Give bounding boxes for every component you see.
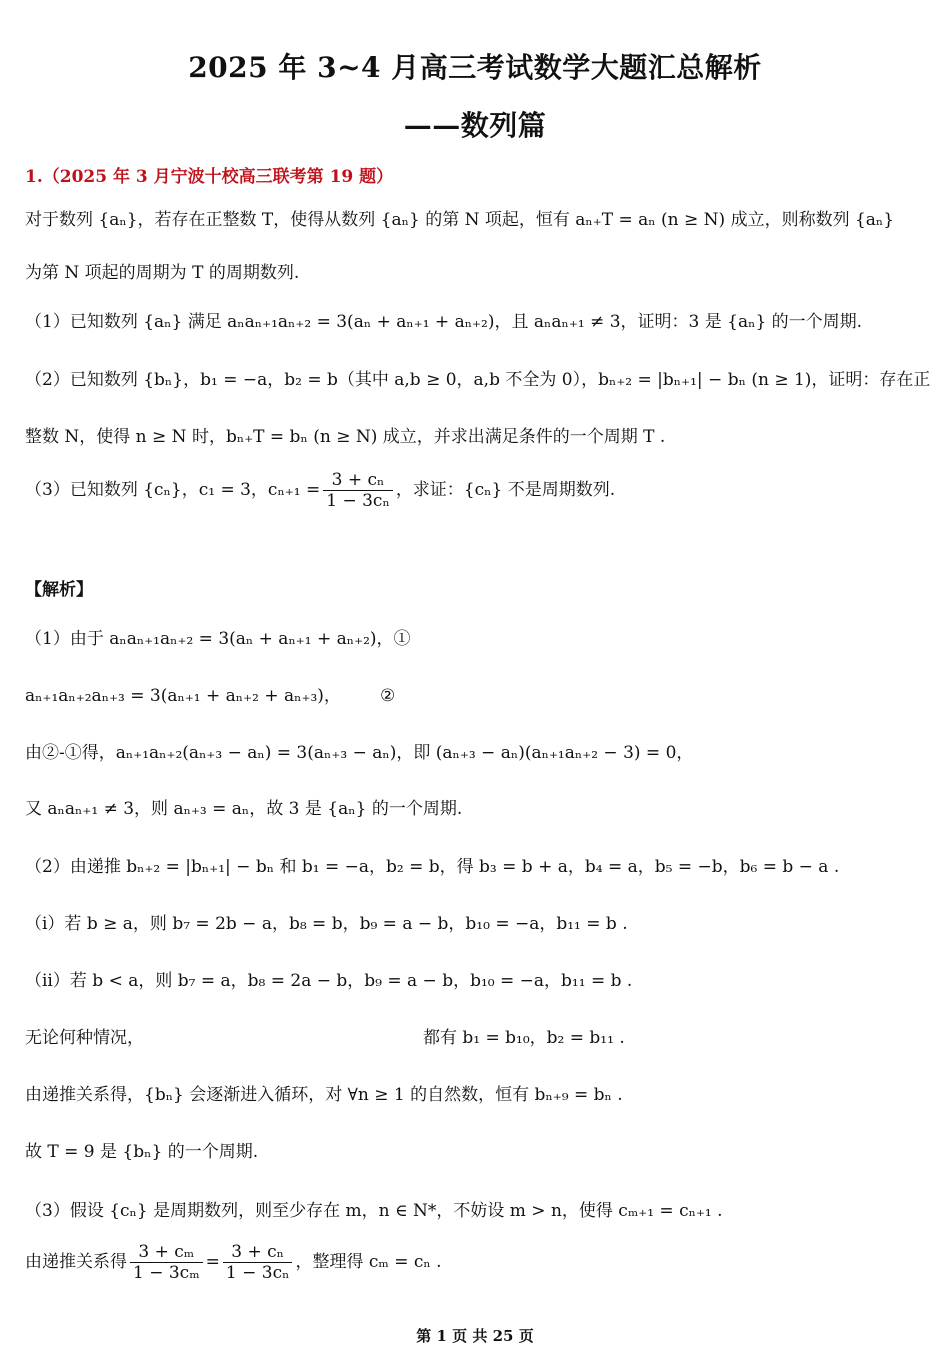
solution-fraction-n xyxy=(223,1242,293,1283)
solution-line-7: （ii）若 b < a，则 b₇ = a，b₈ = 2a − b，b₉ = a − b，b₁₀ = −a，b₁₁ = b . xyxy=(25,971,633,991)
solution-line-3: 由②-①得，aₙ₊₁aₙ₊₂(aₙ₊₃ − aₙ) = 3(aₙ₊₃ − aₙ)，即 (aₙ₊₃ − aₙ)(aₙ₊₁aₙ₊₂ − 3) = 0， xyxy=(25,743,694,763)
problem-part1: （1）已知数列 {aₙ} 满足 aₙaₙ₊₁aₙ₊₂ = 3(aₙ + aₙ₊₁ + aₙ₊₂)，且 aₙaₙ₊₁ ≠ 3，证明：3 是 {aₙ} 的一个周期. xyxy=(25,312,863,332)
page-footer: 第 1 页 共 25 页 xyxy=(416,1327,534,1345)
solution-line-12-prefix: 由递推关系得 xyxy=(25,1252,127,1272)
part3-fraction xyxy=(323,470,393,511)
page-title: 2025 年 3~4 月高三考试数学大题汇总解析 xyxy=(188,51,762,84)
problem-header: 1.（2025 年 3 月宁波十校高三联考第 19 题） xyxy=(25,167,394,187)
solution-line-1: （1）由于 aₙaₙ₊₁aₙ₊₂ = 3(aₙ + aₙ₊₁ + aₙ₊₂)，① xyxy=(25,629,411,649)
part3-prefix: （3）已知数列 {cₙ}，c₁ = 3，cₙ₊₁ = xyxy=(25,480,321,500)
part3-denominator: 1 − 3cₙ xyxy=(326,491,390,511)
solution-header: 【解析】 xyxy=(25,580,93,600)
solution-line-8 xyxy=(25,1026,925,1050)
solution-fraction-m xyxy=(130,1242,203,1283)
fraction-n-denominator: 1 − 3cₙ xyxy=(225,1263,290,1283)
solution-line-9: 由递推关系得，{bₙ} 会逐渐进入循环，对 ∀n ≥ 1 的自然数，恒有 bₙ₊₉ = bₙ . xyxy=(25,1085,623,1105)
solution-line-8-left: 无论何种情况， xyxy=(25,1028,144,1048)
fraction-m-denominator: 1 − 3cₘ xyxy=(133,1263,200,1283)
solution-line-2-mark: ② xyxy=(380,686,396,706)
problem-intro-line1: 对于数列 {aₙ}，若存在正整数 T，使得从数列 {aₙ} 的第 N 项起，恒有 aₙ₊T = aₙ (n ≥ N) 成立，则称数列 {aₙ} xyxy=(25,210,895,230)
part3-suffix: ，求证：{cₙ} 不是周期数列. xyxy=(395,480,616,500)
page-subtitle: ——数列篇 xyxy=(403,109,547,142)
solution-line-5: （2）由递推 bₙ₊₂ = |bₙ₊₁| − bₙ 和 b₁ = −a，b₂ = b，得 b₃ = b + a，b₄ = a，b₅ = −b，b₆ = b − a . xyxy=(25,857,840,877)
solution-line-12 xyxy=(25,1242,925,1283)
fraction-m-numerator: 3 + cₘ xyxy=(130,1242,203,1263)
problem-part2-line1: （2）已知数列 {bₙ}，b₁ = −a，b₂ = b（其中 a,b ≥ 0，a,b 不全为 0），bₙ₊₂ = |bₙ₊₁| − bₙ (n ≥ 1)，证明：存在正 xyxy=(25,370,931,390)
solution-line-8-right: 都有 b₁ = b₁₀，b₂ = b₁₁ . xyxy=(423,1028,625,1048)
solution-line-12-equals: = xyxy=(205,1252,220,1272)
problem-part2-line2: 整数 N，使得 n ≥ N 时，bₙ₊T = bₙ (n ≥ N) 成立，并求出满足条件的一个周期 T . xyxy=(25,427,666,447)
part3-numerator: 3 + cₙ xyxy=(323,470,393,491)
solution-line-4: 又 aₙaₙ₊₁ ≠ 3，则 aₙ₊₃ = aₙ，故 3 是 {aₙ} 的一个周期. xyxy=(25,799,463,819)
problem-part3 xyxy=(25,470,925,511)
solution-line-2-eq: aₙ₊₁aₙ₊₂aₙ₊₃ = 3(aₙ₊₁ + aₙ₊₂ + aₙ₊₃)， xyxy=(25,686,341,706)
solution-line-12-suffix: ，整理得 cₘ = cₙ . xyxy=(295,1252,442,1272)
solution-line-11: （3）假设 {cₙ} 是周期数列，则至少存在 m，n ∈ N*，不妨设 m > n，使得 cₘ₊₁ = cₙ₊₁ . xyxy=(25,1201,723,1221)
solution-line-10: 故 T = 9 是 {bₙ} 的一个周期. xyxy=(25,1142,259,1162)
solution-line-6: （i）若 b ≥ a，则 b₇ = 2b − a，b₈ = b，b₉ = a − b，b₁₀ = −a，b₁₁ = b . xyxy=(25,914,628,934)
fraction-n-numerator: 3 + cₙ xyxy=(223,1242,293,1263)
problem-intro-line2: 为第 N 项起的周期为 T 的周期数列. xyxy=(25,263,300,283)
solution-line-2 xyxy=(25,684,925,708)
